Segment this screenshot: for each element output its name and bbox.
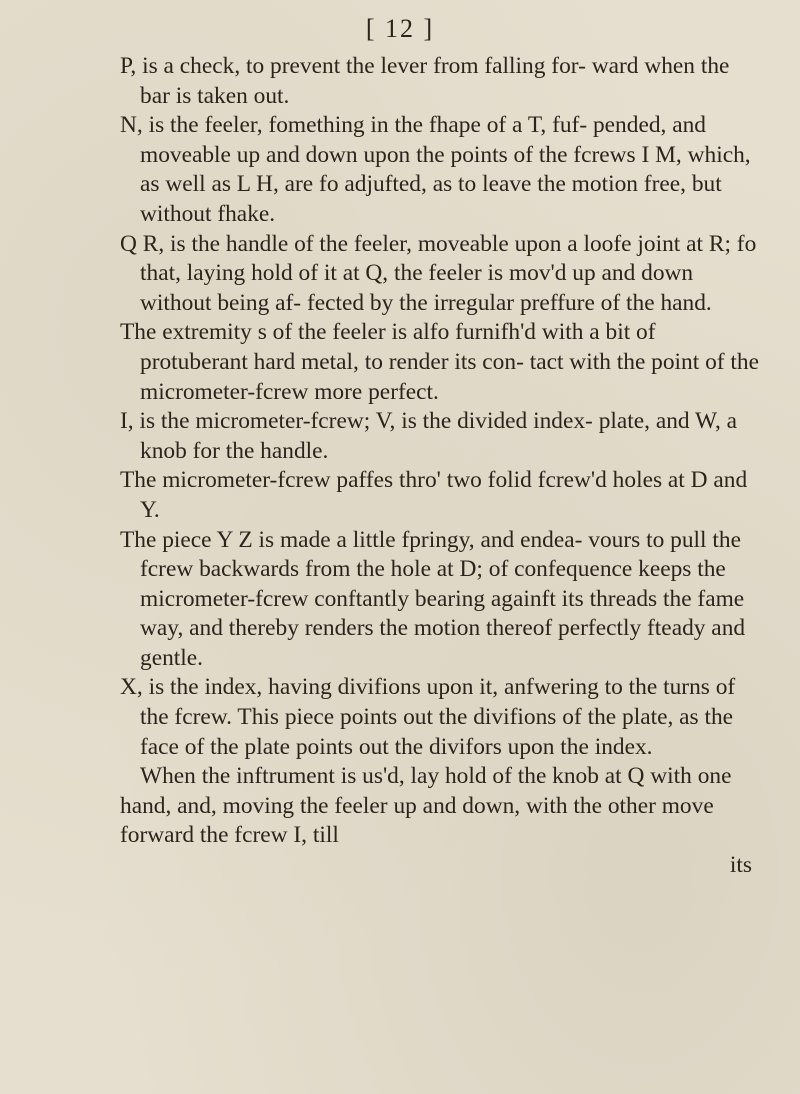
paragraph-instrument-use: When the inftrument is us'd, lay hold of the knob at Q with one hand, and, moving the feeler up and down, with the other move forward the fcrew I, till [120, 763, 732, 849]
paragraph-x-index: X, is the index, having divifions upon it, anfwering to the turns of the fcrew. This piece points out the divifions of the plate, as the face of the plate points out the divifors upon the index. [120, 674, 736, 760]
paragraph-p-check: P, is a check, to prevent the lever from falling for- ward when the bar is taken out. [120, 53, 730, 109]
paragraph-feeler-extremity: The extremity s of the feeler is alfo furnifh'd with a bit of protuberant hard metal, to render its con- tact with the point of the micrometer-fcrew more perfect. [120, 319, 760, 405]
paragraph-n-feeler: N, is the feeler, fomething in the fhape of a T, fuf- pended, and moveable up and down upon the points of the fcrews I M, which, as well as L H, are fo adjufted, as to leave the motion free, but without fhake. [120, 112, 751, 227]
paragraph-piece-yz: The piece Y Z is made a little fpringy, and endea- vours to pull the fcrew backwards from the hole at D; of confequence keeps the micrometer-fcrew conftantly bearing againft its threads the fame way, and thereby renders the motion thereof perfectly fteady and gentle. [120, 526, 746, 671]
page-text [120, 52, 760, 881]
paragraph-qr-handle: Q R, is the handle of the feeler, moveable upon a loofe joint at R; fo that, laying hold of it at Q, the feeler is mov'd up and down without being af- fected by the irregular preffure of the hand. [120, 230, 757, 316]
paragraph-micrometer-screw: I, is the micrometer-fcrew; V, is the divided index- plate, and W, a knob for the handle. [120, 408, 738, 464]
paragraph-screw-holes: The micrometer-fcrew paffes thro' two folid fcrew'd holes at D and Y. [120, 467, 748, 523]
catchword: its [729, 852, 752, 879]
page-number: [ 12 ] [365, 14, 435, 43]
